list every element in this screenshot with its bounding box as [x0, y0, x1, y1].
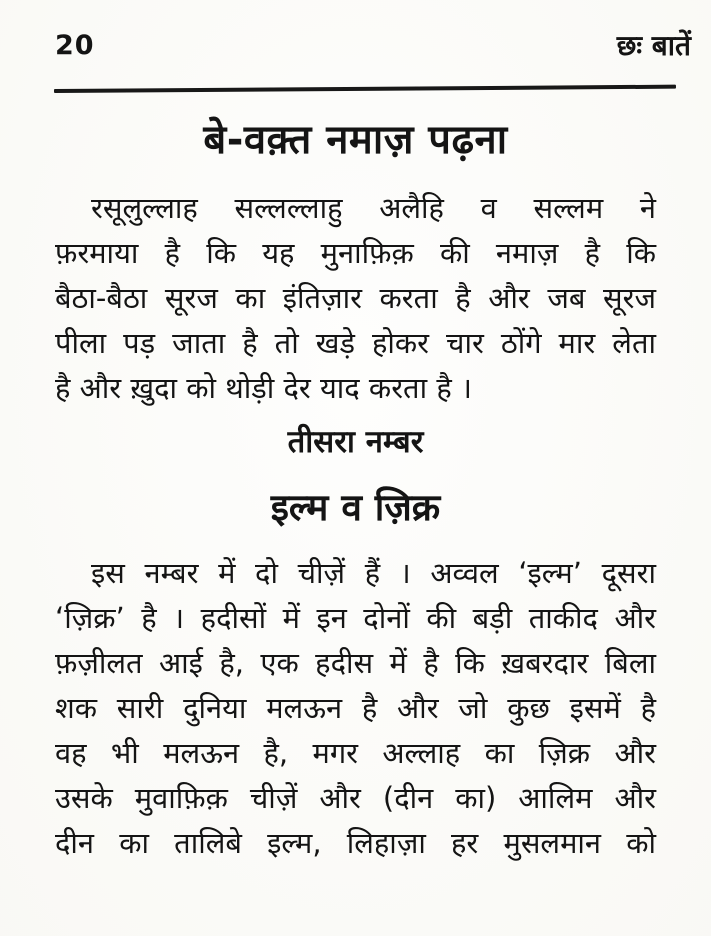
paragraph-line: शक सारी दुनिया मलऊन है और जो कुछ इसमें है	[55, 691, 656, 725]
section-title-bewaqt-namaz: बे-वक़्त नमाज़ पढ़ना	[203, 117, 508, 163]
section-number-heading: तीसरा नम्बर	[287, 424, 424, 460]
paragraph-line: है और ख़ुदा को थोड़ी देर याद करता है ।	[55, 371, 472, 405]
page-number: 20	[55, 30, 95, 61]
header-divider-rule	[54, 85, 676, 93]
section-title-ilm-zikr: इल्म व ज़िक्र	[270, 486, 441, 529]
running-header-title: छः बातें	[616, 29, 691, 62]
paragraph-2	[55, 551, 656, 866]
paragraph-line: रसूलुल्लाह सल्लल्लाहु अलैहि व सल्लम ने	[91, 191, 656, 225]
paragraph-line: उसके मुवाफ़िक़ चीज़ें और (दीन का) आलिम और	[55, 781, 656, 815]
paragraph-line: फ़रमाया है कि यह मुनाफ़िक़ की नमाज़ है कि	[55, 236, 656, 270]
paragraph-line: इस नम्बर में दो चीज़ें हैं । अव्वल ‘इल्म’ दूसरा	[91, 556, 656, 590]
paragraph-line: ‘ज़िक्र’ है । हदीसों में इन दोनों की बड़ी ताकीद और	[55, 601, 656, 635]
paragraph-line: पीला पड़ जाता है तो खड़े होकर चार ठोंगे मार लेता	[55, 326, 656, 360]
paragraph-line: वह भी मलऊन है, मगर अल्लाह का ज़िक्र और	[55, 736, 656, 770]
paragraph-line: फ़ज़ीलत आई है, एक हदीस में है कि ख़बरदार बिला	[55, 646, 656, 680]
paragraph-line: दीन का तालिबे इल्म, लिहाज़ा हर मुसलमान को	[55, 826, 656, 860]
paragraph-1	[55, 186, 656, 411]
paragraph-line: बैठा-बैठा सूरज का इंतिज़ार करता है और जब सूरज	[55, 281, 656, 315]
